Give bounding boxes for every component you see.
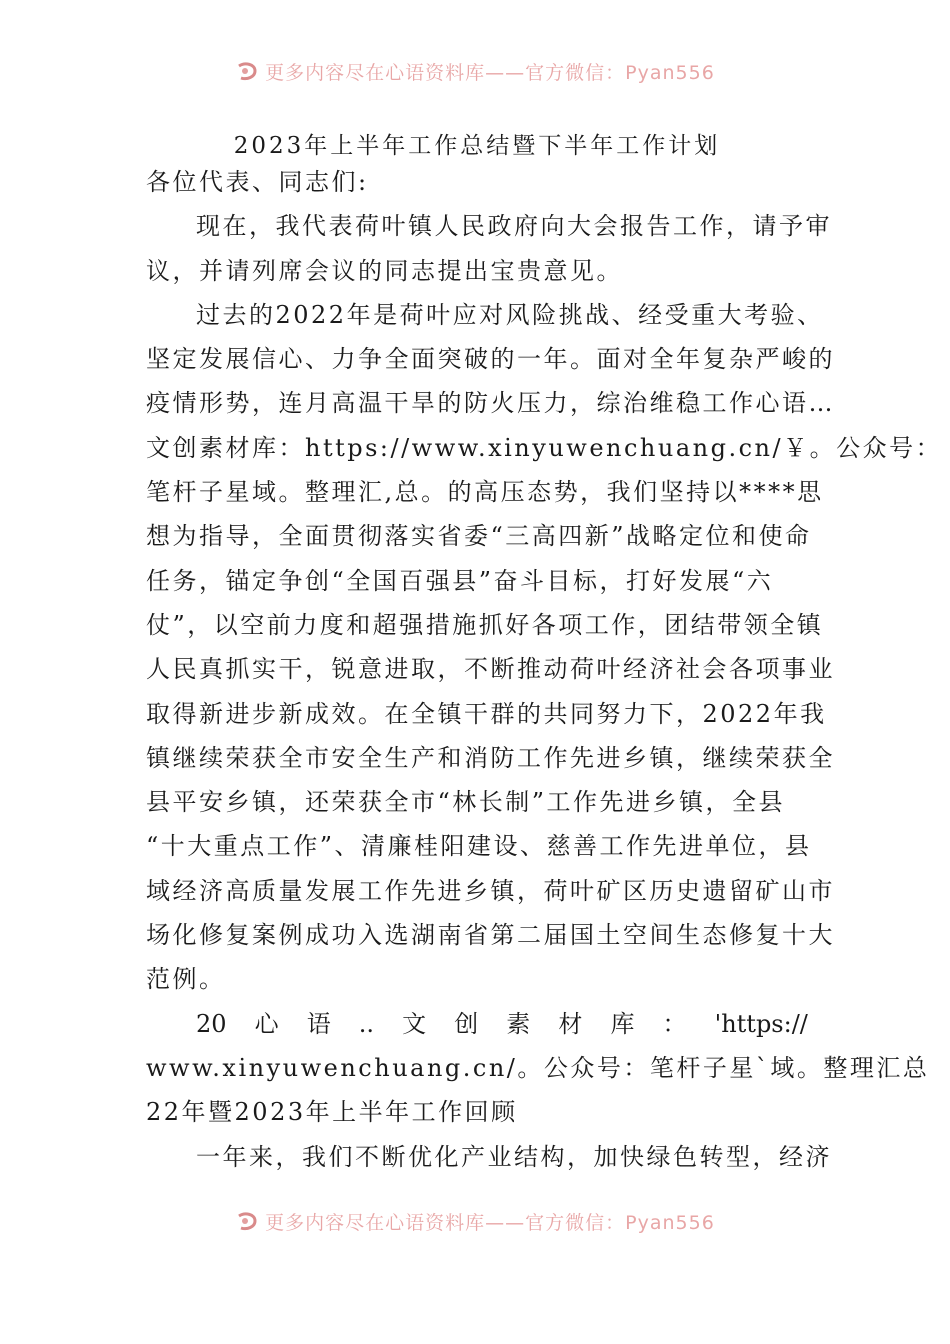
spread-token: 库 [610, 1009, 635, 1038]
section-heading: 22年暨2023年上半年工作回顾 [146, 1098, 518, 1127]
document-body [146, 126, 943, 1179]
spread-token: 心 [254, 1009, 279, 1038]
spread-token: ： [662, 1009, 687, 1038]
paragraph-line: 文创素材库：https://www.xinyuwenchuang.cn/￥。公众号： [146, 433, 943, 462]
paragraph-line: 现在，我代表荷叶镇人民政府向大会报告工作，请予审 [196, 212, 832, 241]
watermark-logo-icon [235, 1210, 259, 1232]
greeting: 各位代表、同志们: [146, 168, 369, 196]
spread-token: 'https:// [714, 1009, 808, 1038]
spread-line [146, 1002, 808, 1046]
spread-token: 材 [558, 1009, 583, 1038]
paragraph-line: 任务，锚定争创“全国百强县”奋斗目标，打好发展“六 [146, 566, 774, 595]
paragraph-line: 范例。 [146, 965, 226, 994]
document-title: 2023年上半年工作总结暨下半年工作计划 [233, 133, 721, 159]
watermark-text: 更多内容尽在心语资料库——官方微信：Pyan556 [265, 61, 715, 84]
paragraph-line: 取得新进步新成效。在全镇干群的共同努力下，2022年我 [146, 699, 827, 728]
paragraph-line: 县平安乡镇，还荣获全市“林长制”工作先进乡镇，全县 [146, 788, 786, 817]
spread-token: 素 [506, 1009, 531, 1038]
watermark-top [0, 56, 950, 86]
spread-token: 创 [454, 1009, 479, 1038]
spread-token: 20 [196, 1009, 227, 1038]
watermark-text: 更多内容尽在心语资料库——官方微信：Pyan556 [265, 1211, 715, 1234]
paragraph-line: 过去的2022年是荷叶应对风险挑战、经受重大考验、 [196, 300, 824, 329]
paragraph-line: 坚定发展信心、力争全面突破的一年。面对全年复杂严峻的 [146, 345, 835, 374]
spread-token: 语 [306, 1009, 331, 1038]
paragraph-line: 镇继续荣获全市安全生产和消防工作先进乡镇，继续荣获全 [146, 743, 835, 772]
paragraph-line: 场化修复案例成功入选湖南省第二届国土空间生态修复十大 [146, 921, 835, 950]
watermark-logo-icon [235, 60, 259, 82]
paragraph-line: 想为指导，全面贯彻落实省委“三高四新”战略定位和使命 [146, 522, 812, 551]
paragraph-line: 议，并请列席会议的同志提出宝贵意见。 [146, 256, 623, 285]
paragraph-line: 仗”，以空前力度和超强措施抓好各项工作，团结带领全镇 [146, 610, 824, 639]
spread-token: .. [358, 1009, 375, 1038]
paragraph-line: 域经济高质量发展工作先进乡镇，荷叶矿区历史遗留矿山市 [146, 876, 835, 905]
spread-token: 文 [402, 1009, 427, 1038]
paragraph-line: 人民真抓实干，锐意进取，不断推动荷叶经济社会各项事业 [146, 655, 835, 684]
paragraph-line: 笔杆子星域。整理汇,总。的高压态势，我们坚持以****思 [146, 478, 824, 507]
paragraph-line: “十大重点工作”、清廉桂阳建设、慈善工作先进单位，县 [146, 832, 812, 861]
paragraph-line: 一年来，我们不断优化产业结构，加快绿色转型，经济 [196, 1142, 832, 1171]
paragraph-line: 疫情形势，连月高温干旱的防火压力，综治维稳工作心语… [146, 389, 835, 418]
watermark-bottom [0, 1206, 950, 1236]
paragraph-line: www.xinyuwenchuang.cn/。公众号：笔杆子星`域。整理汇总 [146, 1053, 930, 1082]
